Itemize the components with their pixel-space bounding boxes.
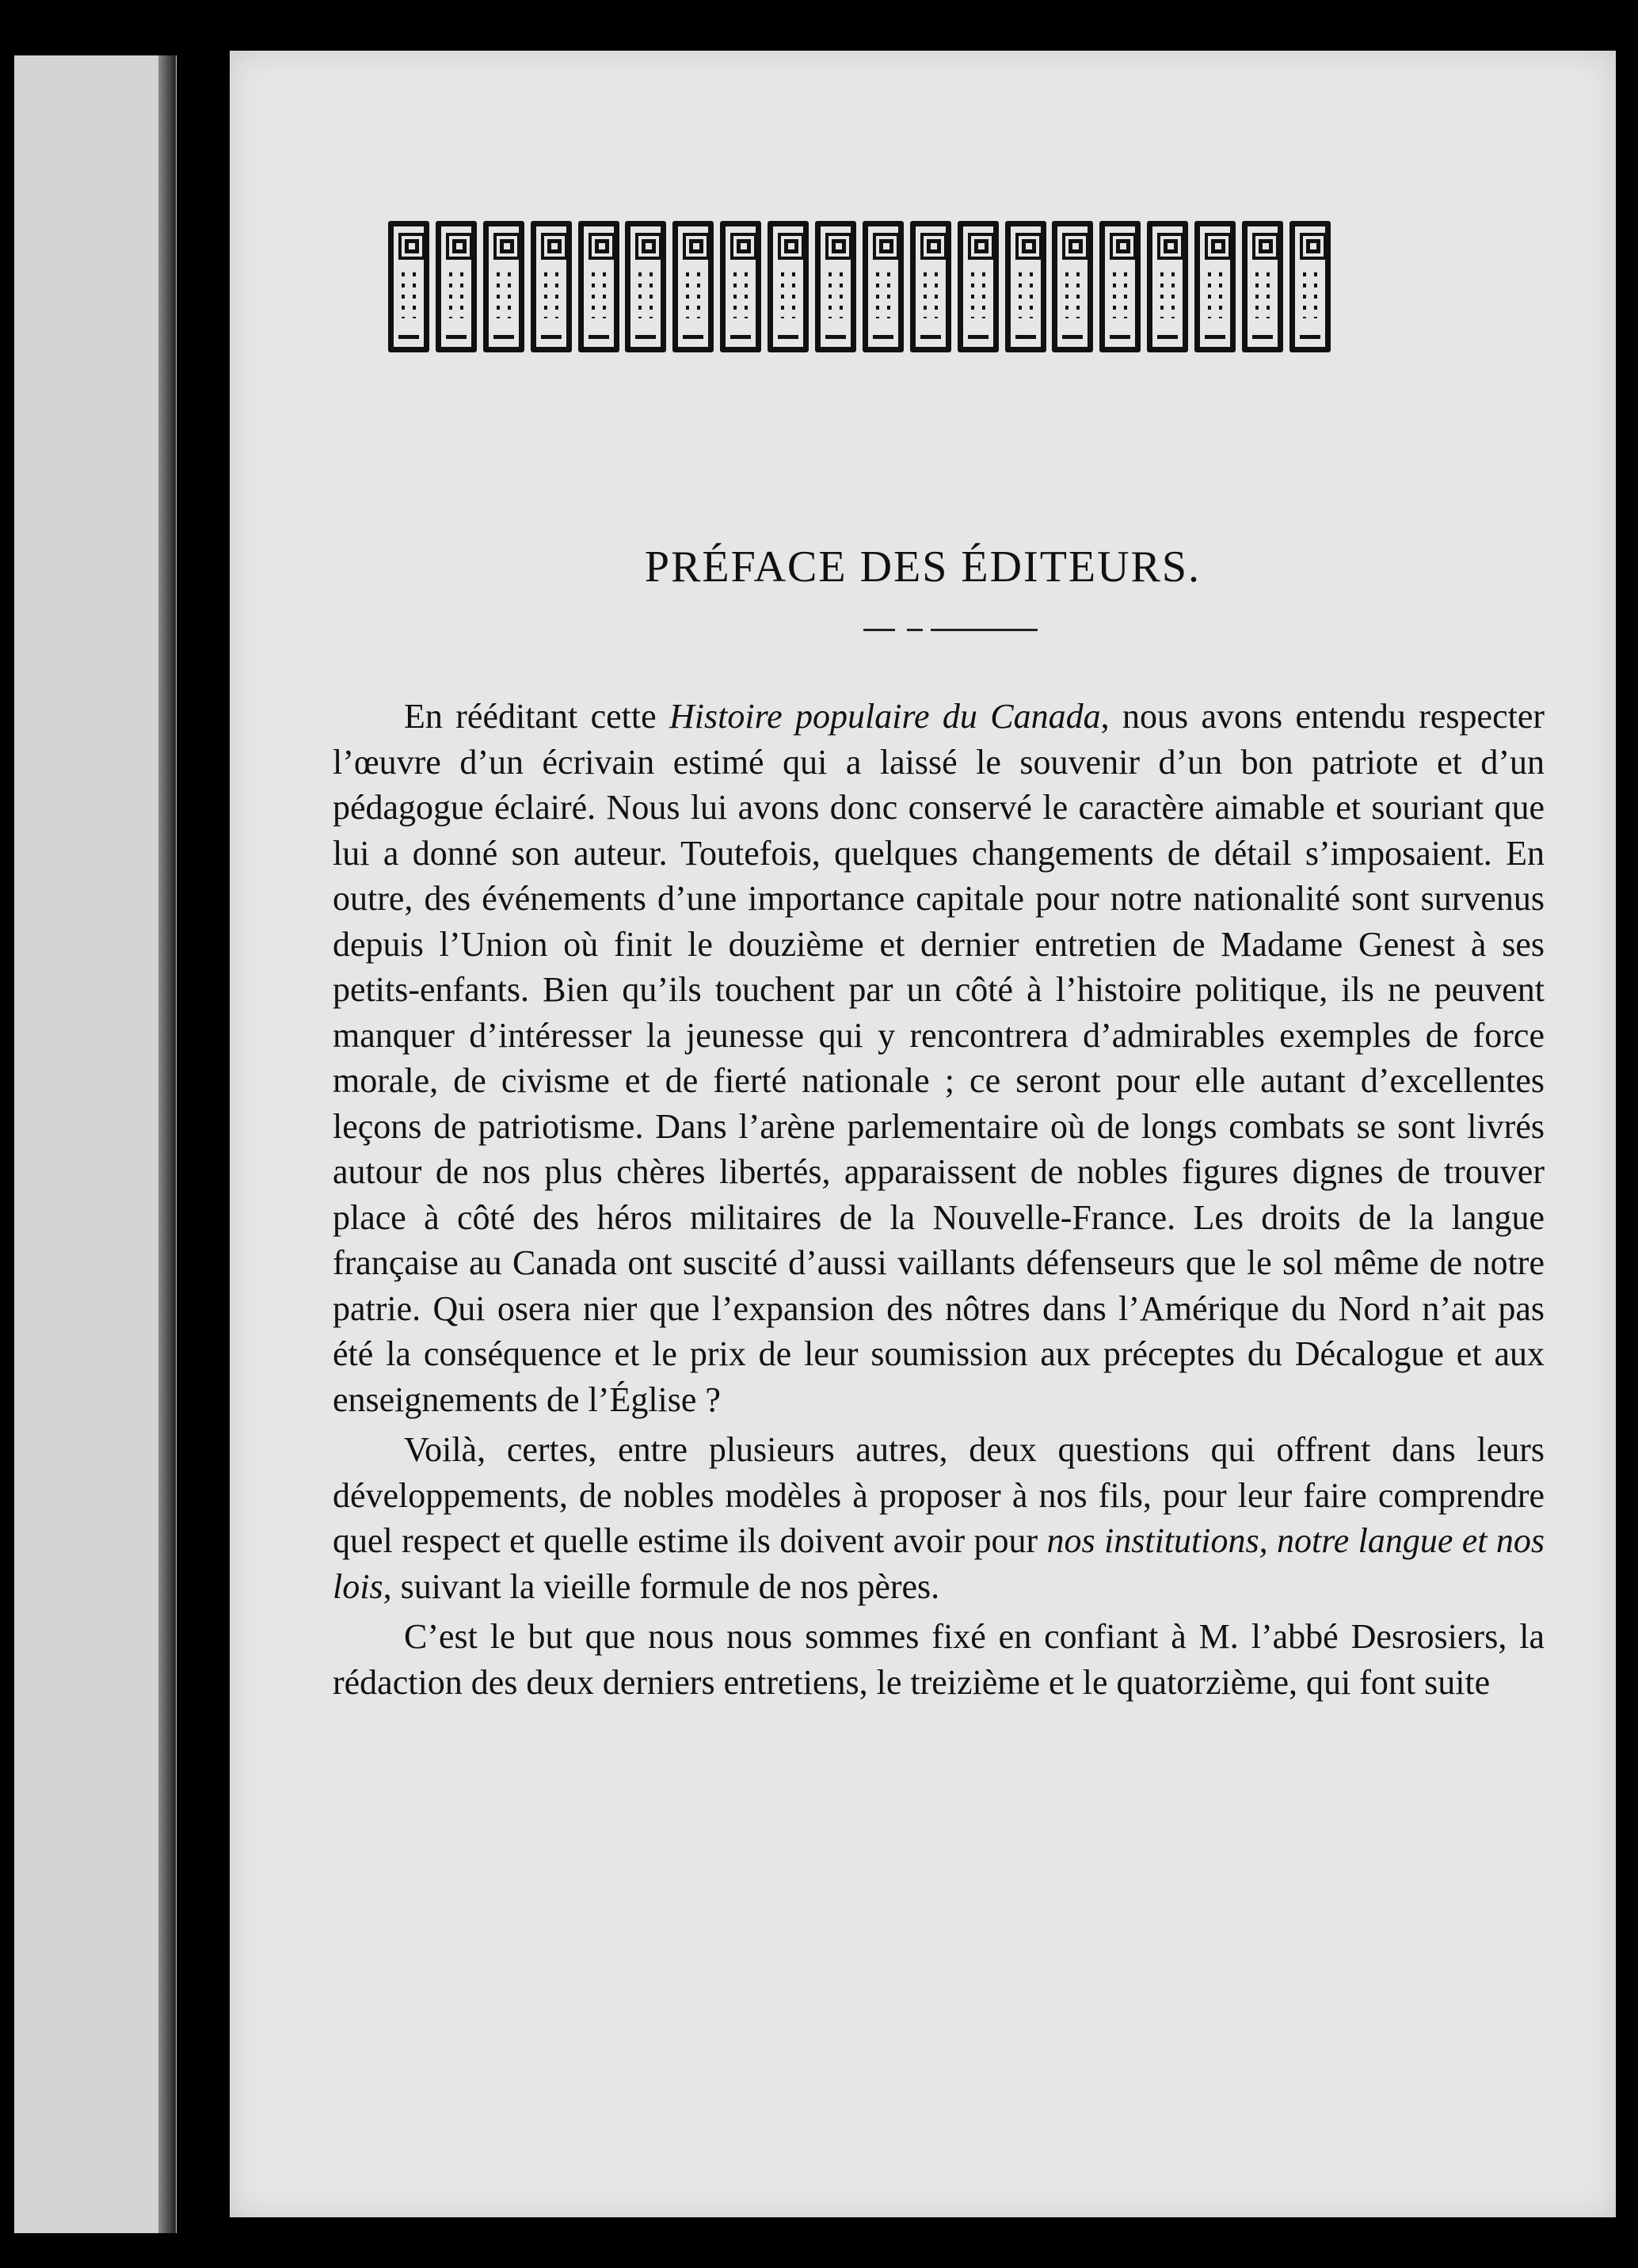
ornament-block-icon <box>436 221 477 352</box>
ornament-block-icon <box>1147 221 1188 352</box>
header-ornament <box>388 221 1331 363</box>
ornament-block-icon <box>578 221 619 352</box>
ornament-block-icon <box>1194 221 1236 352</box>
ornament-block-icon <box>910 221 951 352</box>
ornament-block-icon <box>1242 221 1283 352</box>
paragraph-1: En rééditant cette Histoire populaire du Canada, nous avons entendu respecter l’œuvre d’un écrivain estimé qui a laissé le souvenir d’un bon patriote et d’un pédagogue éclairé. Nous lui avons donc conservé le caractère aimable et souriant que lui a donné son auteur. Toutefois, quelques changements de détail s’imposaient. En outre, des événements d’une importance capitale pour notre nationalité sont survenus depuis l’Union où finit le douzième et dernier entretien de Madame Genest à ses petits-enfants. Bien qu’ils touchent par un côté à l’histoire politique, ils ne peuvent manquer d’intéresser la jeunesse qui y rencontrera d’admirables exemples de force morale, de civisme et de fierté nationale ; ce seront pour elle autant d’excellentes leçons de patriotisme. Dans l’arène parlementaire où de longs combats se sont livrés autour de nos plus chères libertés, apparaissent de nobles figures dignes de trouver place à côté des héros militaires de la Nouvelle-France. Les droits de la langue française au Canada ont suscité d’aussi vaillants défenseurs que le sol même de notre patrie. Qui osera nier que l’expansion des nôtres dans l’Amérique du Nord n’ait pas été la conséquence et le prix de leur soumission aux préceptes du Décalogue et aux enseignements de l’Église ? <box>333 697 1545 1419</box>
book-title-italic: Histoire populaire du Canada <box>669 697 1101 736</box>
ornament-block-icon <box>768 221 809 352</box>
ornament-block-icon <box>958 221 999 352</box>
preface-body <box>333 694 1545 1705</box>
ornament-block-icon <box>625 221 666 352</box>
ornament-block-icon <box>720 221 761 352</box>
title-rule-dash-2 <box>907 629 923 631</box>
title-rule-dash-1 <box>863 629 895 631</box>
paragraph-3: C’est le but que nous nous sommes fixé en confiant à M. l’abbé Desrosiers, la rédaction des deux derniers entretiens, le treizième et le quatorzième, qui font suite <box>333 1617 1545 1702</box>
ornament-block-icon <box>863 221 904 352</box>
ornament-block-icon <box>672 221 714 352</box>
ornament-block-icon <box>483 221 524 352</box>
paragraph-2: Voilà, certes, entre plusieurs autres, deux questions qui offrent dans leurs développements, de nobles modèles à proposer à nos fils, pour leur faire comprendre quel respect et quelle estime ils doivent avoir pour nos institutions, notre langue et nos lois, suivant la vieille formule de nos pères. <box>333 1430 1545 1606</box>
page-title: PRÉFACE DES ÉDITEURS. <box>644 542 1202 592</box>
ornament-block-icon <box>388 221 429 352</box>
ornament-block-icon <box>1005 221 1046 352</box>
ornament-block-icon <box>1099 221 1141 352</box>
ornament-block-icon <box>815 221 856 352</box>
ornament-block-icon <box>1289 221 1331 352</box>
ornament-block-icon <box>1052 221 1093 352</box>
book-gutter-shadow <box>158 55 176 2233</box>
book-page <box>230 51 1616 2217</box>
title-rule-line <box>931 629 1038 631</box>
ornament-block-icon <box>531 221 572 352</box>
facing-page-edge <box>14 55 177 2233</box>
motto-italic: nos institutions, notre langue et nos lois <box>333 1521 1545 1606</box>
